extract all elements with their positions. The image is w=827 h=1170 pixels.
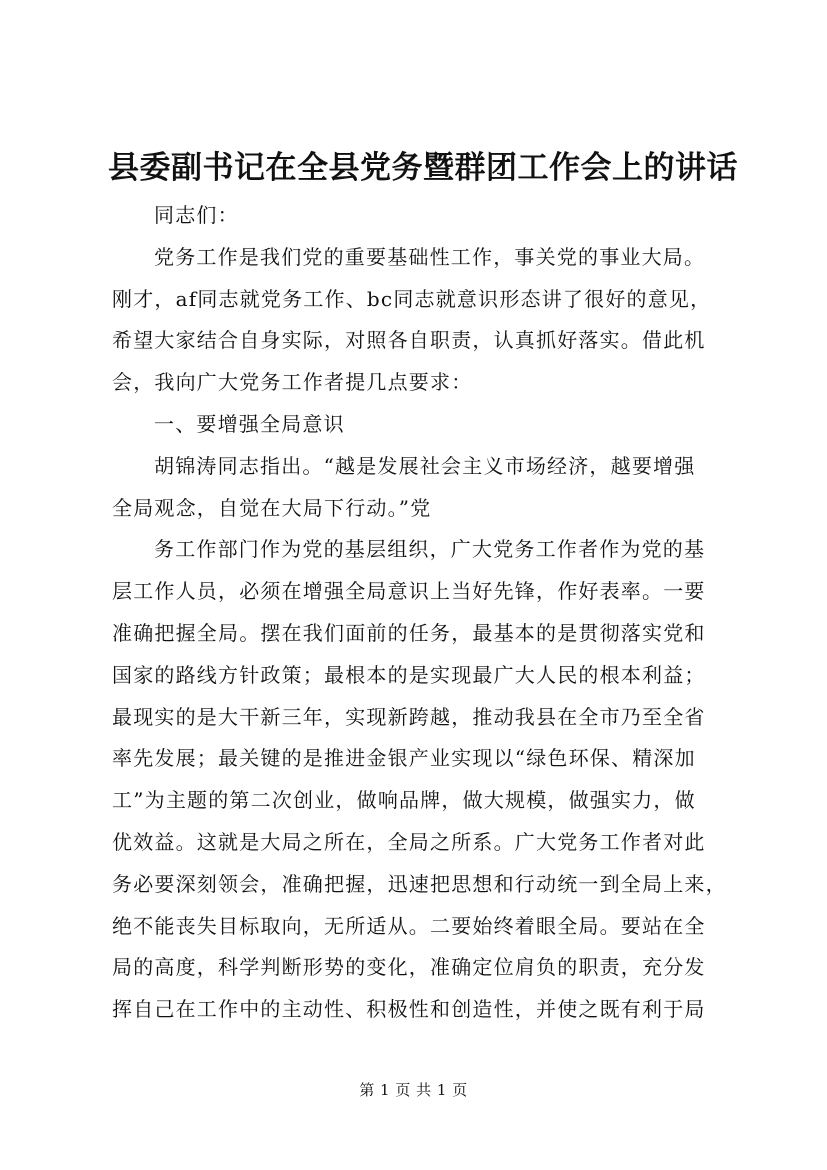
paragraph-line: 刚才，af同志就党务工作、bc同志就意识形态讲了很好的意见， xyxy=(112,286,712,311)
paragraph-line: 党务工作是我们党的重要基础性工作，事关党的事业大局。 xyxy=(154,244,706,269)
paragraph-line: 胡锦涛同志指出。“越是发展社会主义市场经济，越要增强 xyxy=(154,453,696,478)
paragraph-line: 准确把握全局。摆在我们面前的任务，最基本的是贯彻落实党和 xyxy=(112,620,706,645)
paragraph-line: 务工作部门作为党的基层组织，广大党务工作者作为党的基 xyxy=(154,537,706,562)
paragraph-line: 挥自己在工作中的主动性、积极性和创造性，并使之既有利于局 xyxy=(112,997,706,1022)
paragraph-line: 优效益。这就是大局之所在，全局之所系。广大党务工作者对此 xyxy=(112,829,706,854)
paragraph-line: 会，我向广大党务工作者提几点要求： xyxy=(112,370,473,395)
paragraph-line: 工”为主题的第二次创业，做响品牌，做大规模，做强实力，做 xyxy=(112,788,696,813)
salutation-line: 同志们： xyxy=(154,203,239,227)
paragraph-line: 全局观念，自觉在大局下行动。”党 xyxy=(112,495,432,520)
paragraph-line: 局的高度，科学判断形势的变化，准确定位肩负的职责，充分发 xyxy=(112,955,706,980)
paragraph-line: 层工作人员，必须在增强全局意识上当好先锋，作好表率。一要 xyxy=(112,579,706,604)
document-title: 县委副书记在全县党务暨群团工作会上的讲话 xyxy=(108,150,738,186)
paragraph-line: 希望大家结合自身实际，对照各自职责，认真抓好落实。借此机 xyxy=(112,328,706,353)
paragraph-line: 率先发展；最关键的是推进金银产业实现以“绿色环保、精深加 xyxy=(112,746,696,771)
paragraph-line: 务必要深刻领会，准确把握，迅速把思想和行动统一到全局上来， xyxy=(112,871,727,896)
document-body xyxy=(112,195,740,1031)
paragraph-line: 国家的路线方针政策；最根本的是实现最广大人民的根本利益； xyxy=(112,662,706,687)
paragraph-line: 最现实的是大干新三年，实现新跨越，推动我县在全市乃至全省 xyxy=(112,704,706,729)
section-heading: 一、要增强全局意识 xyxy=(154,411,345,436)
paragraph-line: 绝不能丧失目标取向，无所适从。二要始终着眼全局。要站在全 xyxy=(112,913,706,938)
page-number-footer: 第 1 页 共 1 页 xyxy=(359,1081,468,1099)
